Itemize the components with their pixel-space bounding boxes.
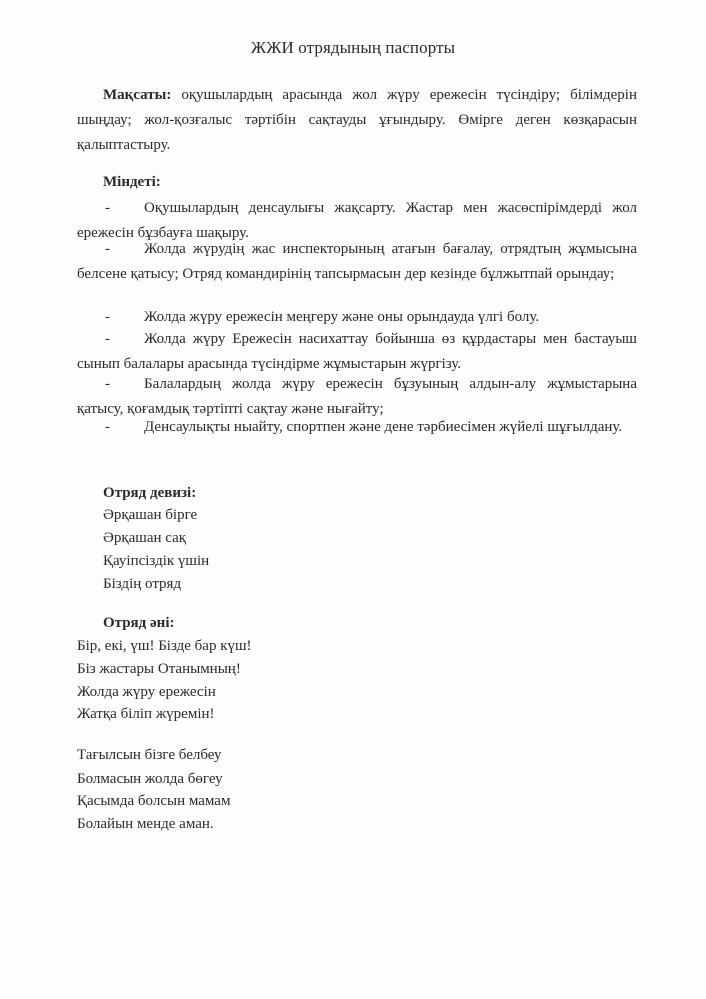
task-dash: -: [105, 309, 110, 325]
goal-paragraph: [77, 83, 637, 158]
task-dash: -: [105, 241, 110, 257]
motto-line: Біздің отряд: [103, 576, 182, 592]
song-line: Жолда жүру ережесін: [77, 684, 216, 700]
song-line: Болмасын жолда бөгеу: [77, 771, 223, 787]
tasks-heading: Міндеті:: [103, 174, 161, 190]
goal-text: оқушылардың арасында жол жүру ережесін түсіндіру; білімдерін шыңдау; жол-қозғалыс тәртібін сақтауды ұғындыру. Өмірге деген көзқарасын қалыптастыру.: [77, 87, 637, 153]
task-text: Оқушылардың денсаулығы жақсарту. Жастар мен жасөспірімдерді жол ережесін бұзбауға шақыру.: [77, 200, 637, 241]
song-heading: Отряд әні:: [103, 615, 175, 631]
goal-label: Мақсаты:: [103, 87, 172, 103]
task-text: Жолда жүру ережесін меңгеру және оны орындауда үлгі болу.: [144, 309, 540, 325]
motto-line: Әрқашан сақ: [103, 530, 187, 546]
task-item-6: [77, 415, 637, 440]
task-text: Денсаулықты ныайту, спортпен және дене тәрбиесімен жүйелі шұғылдану.: [144, 419, 623, 435]
task-dash: -: [105, 419, 110, 435]
motto-line: Қауіпсіздік үшін: [103, 553, 210, 569]
song-line: Қасымда болсын мамам: [77, 793, 231, 809]
task-item-4: [77, 327, 637, 377]
task-text: Жолда жүрудің жас инспекторының атағын бағалау, отрядтың жұмысына белсене қатысу; Отряд командирінің тапсырмасын дер кезінде бұлжытпай орындау;: [77, 241, 637, 282]
document-title: ЖЖИ отрядының паспорты: [250, 38, 456, 57]
song-line: Жатқа біліп жүремін!: [77, 706, 215, 722]
motto-heading: Отряд девизі:: [103, 485, 197, 501]
task-dash: -: [105, 200, 110, 216]
task-dash: -: [105, 331, 110, 347]
song-line: Біз жастары Отанымның!: [77, 661, 241, 677]
task-text: Балалардың жолда жүру ережесін бұзуының алдын-алу жұмыстарына қатысу, қоғамдық тәртіпті сақтау және нығайту;: [77, 376, 637, 417]
motto-line: Әрқашан бірге: [103, 507, 198, 523]
song-line: Болайын менде аман.: [77, 816, 214, 832]
song-line: Бір, екі, үш! Бізде бар күш!: [77, 638, 252, 654]
task-dash: -: [105, 376, 110, 392]
task-text: Жолда жүру Ережесін насихаттау бойынша өз құрдастары мен бастауыш сынып балалары арасында түсіндірме жұмыстарын жүргізу.: [77, 331, 637, 372]
task-item-2: [77, 237, 637, 287]
song-line: Тағылсын бізге белбеу: [77, 747, 222, 763]
